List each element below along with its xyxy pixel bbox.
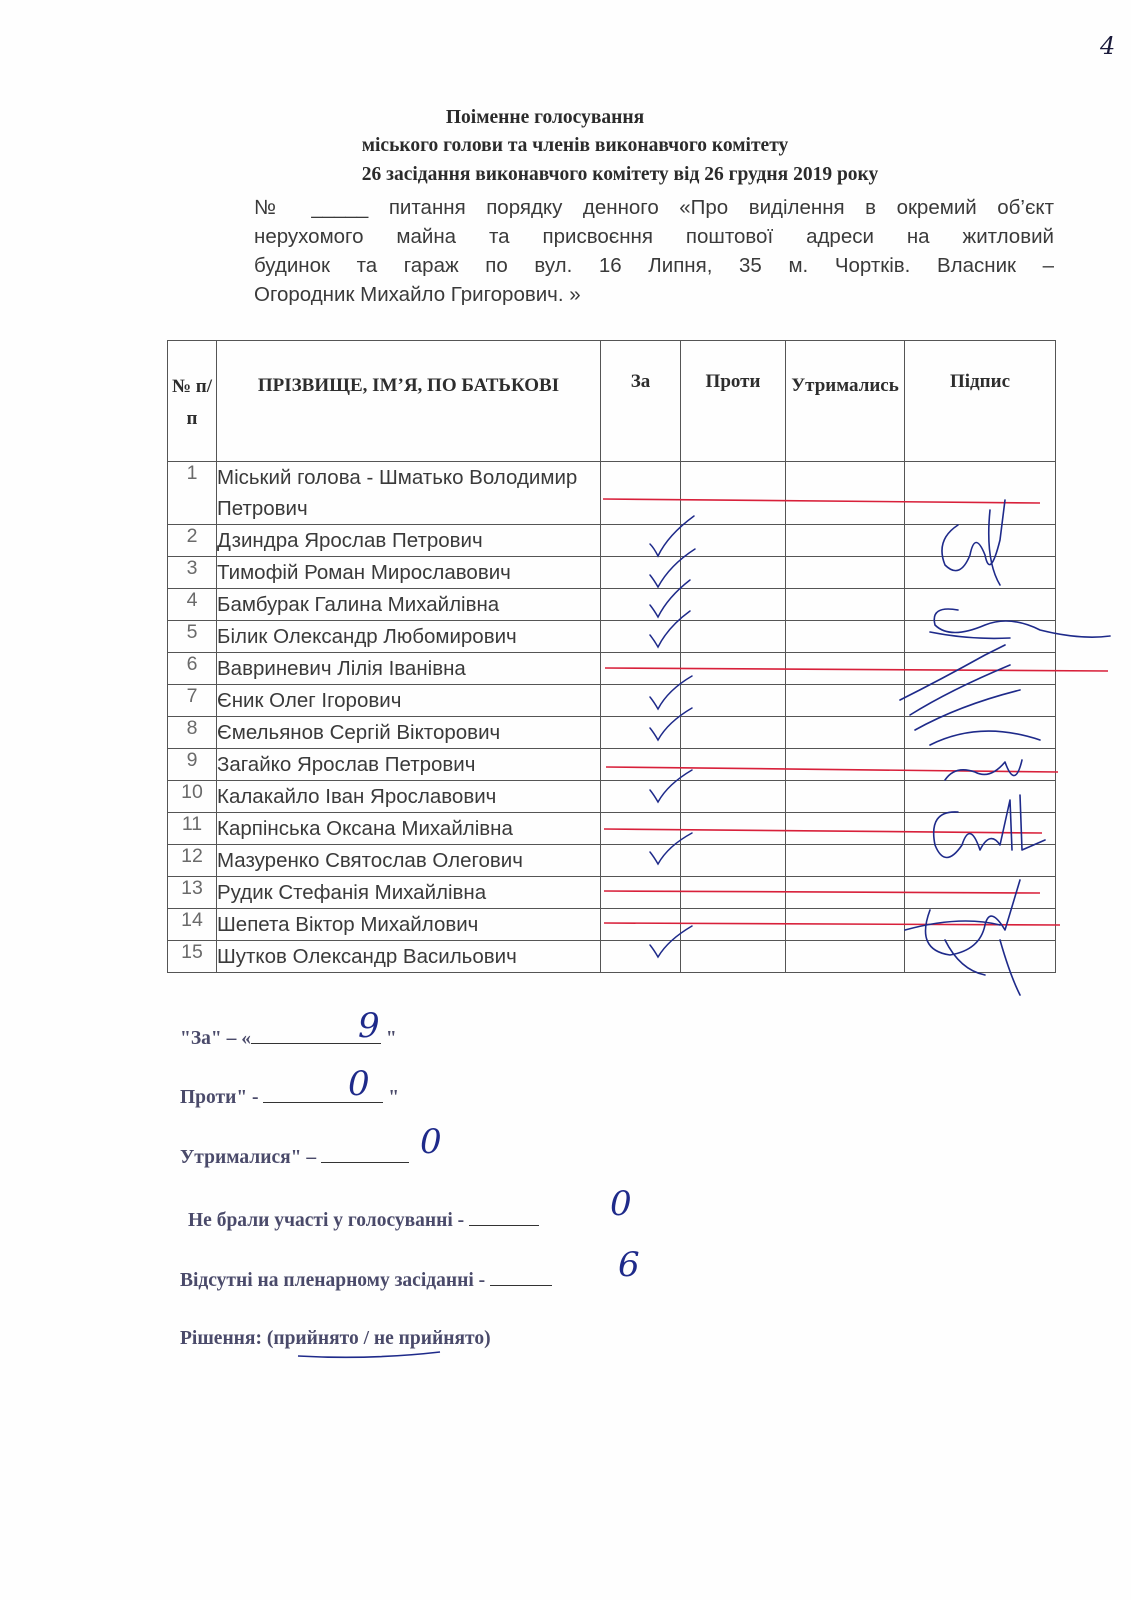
member-name: Калакайло Іван Ярославович — [217, 781, 601, 813]
summary-not-voted-value: 0 — [610, 1184, 632, 1224]
table-header-row — [168, 341, 1056, 462]
row-number: 8 — [168, 717, 217, 749]
for-cell — [601, 621, 681, 653]
row-number: 6 — [168, 653, 217, 685]
signature-cell — [905, 621, 1056, 653]
member-name: Мазуренко Святослав Олегович — [217, 845, 601, 877]
abstained-cell — [786, 909, 905, 941]
table-row — [168, 621, 1056, 653]
table-row — [168, 589, 1056, 621]
against-cell — [681, 621, 786, 653]
abstained-cell — [786, 557, 905, 589]
decision-label: Рішення: — [180, 1328, 262, 1349]
abstained-cell — [786, 781, 905, 813]
document-title: Поіменне голосування — [445, 107, 645, 128]
table-row — [168, 653, 1056, 685]
summary-against-value: 0 — [348, 1064, 370, 1104]
summary-abstained-blank — [321, 1144, 409, 1163]
member-name: Карпінська Оксана Михайлівна — [217, 813, 601, 845]
row-number: 9 — [168, 749, 217, 781]
row-number: 13 — [168, 877, 217, 909]
table-row — [168, 877, 1056, 909]
for-cell — [601, 557, 681, 589]
summary-against-close: " — [388, 1087, 400, 1108]
for-cell — [601, 525, 681, 557]
for-cell — [601, 685, 681, 717]
abstained-cell — [786, 877, 905, 909]
abstained-cell — [786, 653, 905, 685]
question-line: будинок та гараж по вул. 16 Липня, 35 м. Чортків. Власник – — [254, 254, 1054, 277]
table-row — [168, 909, 1056, 941]
table-row — [168, 813, 1056, 845]
signature-cell — [905, 525, 1056, 557]
for-cell — [601, 909, 681, 941]
member-name: Бамбурак Галина Михайлівна — [217, 589, 601, 621]
member-name: Єник Олег Ігорович — [217, 685, 601, 717]
member-name: Дзиндра Ярослав Петрович — [217, 525, 601, 557]
signature-cell — [905, 685, 1056, 717]
table-row — [168, 845, 1056, 877]
for-cell — [601, 653, 681, 685]
member-name: Ємельянов Сергій Вікторович — [217, 717, 601, 749]
row-number: 11 — [168, 813, 217, 845]
row-number: 4 — [168, 589, 217, 621]
row-number: 7 — [168, 685, 217, 717]
summary-abstained — [180, 1144, 409, 1169]
abstained-cell — [786, 845, 905, 877]
summary-abstained-label: Утрималися" – — [180, 1147, 317, 1168]
summary-not-voted-blank — [469, 1207, 539, 1226]
signature-cell — [905, 717, 1056, 749]
abstained-cell — [786, 462, 905, 525]
row-number: 2 — [168, 525, 217, 557]
decision-underline — [298, 1352, 440, 1357]
against-cell — [681, 781, 786, 813]
document-subtitle: міського голови та членів виконавчого комітету — [361, 135, 789, 156]
against-cell — [681, 589, 786, 621]
table-row — [168, 749, 1056, 781]
member-name: Білик Олександр Любомирович — [217, 621, 601, 653]
abstained-cell — [786, 717, 905, 749]
question-line: № _____ питання порядку денного «Про виділення в окремий об’єкт — [254, 196, 1054, 219]
against-cell — [681, 525, 786, 557]
signature-cell — [905, 813, 1056, 845]
for-cell — [601, 845, 681, 877]
abstained-cell — [786, 941, 905, 973]
row-number: 14 — [168, 909, 217, 941]
row-number: 10 — [168, 781, 217, 813]
summary-abstained-value: 0 — [420, 1122, 442, 1162]
abstained-cell — [786, 813, 905, 845]
member-name: Шутков Олександр Васильович — [217, 941, 601, 973]
signature-cell — [905, 653, 1056, 685]
row-number: 1 — [168, 462, 217, 525]
summary-absent-value: 6 — [618, 1245, 640, 1285]
member-name: Рудик Стефанія Михайлівна — [217, 877, 601, 909]
table-row — [168, 685, 1056, 717]
against-cell — [681, 749, 786, 781]
abstained-cell — [786, 685, 905, 717]
against-cell — [681, 845, 786, 877]
table-row — [168, 941, 1056, 973]
signature-cell — [905, 462, 1056, 525]
question-line: нерухомого майна та присвоєння поштової адреси на житловий — [254, 225, 1054, 248]
voting-table — [167, 340, 1056, 973]
row-number: 15 — [168, 941, 217, 973]
signature-cell — [905, 589, 1056, 621]
abstained-cell — [786, 749, 905, 781]
agenda-question — [254, 193, 1054, 309]
summary-decision — [180, 1328, 491, 1350]
abstained-cell — [786, 621, 905, 653]
against-cell — [681, 557, 786, 589]
for-cell — [601, 781, 681, 813]
member-name: Тимофій Роман Мирославович — [217, 557, 601, 589]
for-cell — [601, 877, 681, 909]
abstained-cell — [786, 525, 905, 557]
for-cell — [601, 941, 681, 973]
signature-cell — [905, 845, 1056, 877]
table-row — [168, 462, 1056, 525]
summary-against-label: Проти" - — [180, 1087, 259, 1108]
for-cell — [601, 462, 681, 525]
signature-cell — [905, 941, 1056, 973]
summary-absent-label: Відсутні на пленарному засіданні - — [180, 1270, 486, 1291]
against-cell — [681, 462, 786, 525]
against-cell — [681, 653, 786, 685]
summary-not-voted — [188, 1207, 539, 1232]
member-name: Шепета Віктор Михайлович — [217, 909, 601, 941]
member-name: Міський голова - Шматько Володимир Петрович — [217, 462, 601, 525]
question-line: Огородник Михайло Григорович. » — [254, 283, 581, 306]
page-number: 4 — [1100, 32, 1116, 60]
against-cell — [681, 877, 786, 909]
header-signature: Підпис — [905, 341, 1056, 462]
for-cell — [601, 749, 681, 781]
header-name: ПРІЗВИЩЕ, ІМ’Я, ПО БАТЬКОВІ — [217, 341, 601, 462]
row-number: 3 — [168, 557, 217, 589]
signature-cell — [905, 749, 1056, 781]
summary-for-value: 9 — [358, 1006, 380, 1046]
summary-for-label: "За" – « — [180, 1028, 251, 1049]
against-cell — [681, 941, 786, 973]
against-cell — [681, 685, 786, 717]
against-cell — [681, 813, 786, 845]
signature-cell — [905, 909, 1056, 941]
header-against: Проти — [681, 341, 786, 462]
abstained-cell — [786, 589, 905, 621]
summary-absent-blank — [490, 1267, 552, 1286]
member-name: Вавриневич Лілія Іванівна — [217, 653, 601, 685]
table-row — [168, 525, 1056, 557]
signature-cell — [905, 781, 1056, 813]
decision-options: (прийнято / не прийнято) — [266, 1328, 491, 1349]
meeting-info: 26 засідання виконавчого комітету від 26 грудня 2019 року — [361, 164, 879, 185]
summary-not-voted-label: Не брали участі у голосуванні - — [188, 1210, 465, 1231]
signature-cell — [905, 877, 1056, 909]
signature-cell — [905, 557, 1056, 589]
for-cell — [601, 813, 681, 845]
summary-for-close: " — [385, 1028, 397, 1049]
for-cell — [601, 589, 681, 621]
for-cell — [601, 717, 681, 749]
row-number: 5 — [168, 621, 217, 653]
table-row — [168, 557, 1056, 589]
member-name: Загайко Ярослав Петрович — [217, 749, 601, 781]
table-row — [168, 717, 1056, 749]
summary-absent — [180, 1267, 552, 1292]
header-for: За — [601, 341, 681, 462]
header-abstained: Утримались — [786, 341, 905, 462]
row-number: 12 — [168, 845, 217, 877]
header-number: № п/п — [168, 341, 217, 462]
table-row — [168, 781, 1056, 813]
against-cell — [681, 717, 786, 749]
against-cell — [681, 909, 786, 941]
